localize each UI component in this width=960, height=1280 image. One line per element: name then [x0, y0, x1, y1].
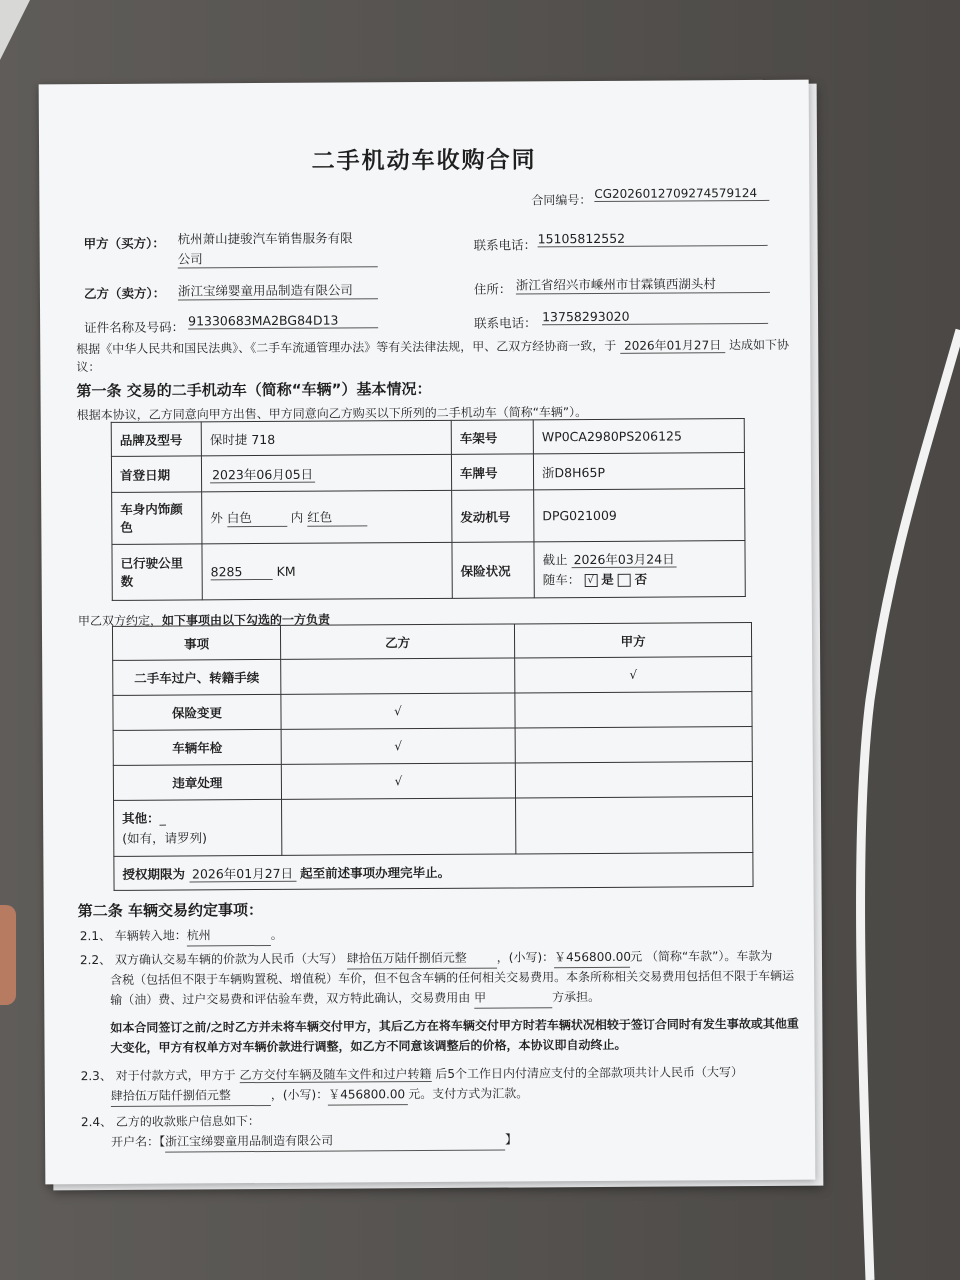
resp-b-check: √	[281, 693, 515, 729]
clause-2-2-line2: 含税（包括但不限于车辆购置税、增值税）车价，但不包含车辆的任何相关交易费用。本条所称相关交易费用包括但不限于车辆运	[110, 968, 795, 987]
int-color-value: 红色	[307, 507, 367, 526]
deadline-suffix: 起至前述事项办理完毕止。	[300, 864, 451, 881]
table-row	[113, 692, 752, 731]
clause-2-3-t3: ，(小写)：	[270, 1087, 329, 1102]
deadline-label: 授权期限为	[122, 865, 186, 882]
deadline-date: 2026年01月27日	[189, 865, 296, 882]
article1-intro: 根据本协议，乙方同意向甲方出售、甲方同意向乙方购买以下所列的二手机动车（简称“车辆”）。	[76, 405, 588, 423]
resp-item: 车辆年检	[113, 729, 281, 765]
party-b-name: 浙江宝绨婴童用品制造有限公司	[178, 280, 378, 300]
responsibility-intro-2: 如下事项由以下勾选的一方负责	[161, 612, 330, 628]
table-row	[113, 727, 752, 766]
party-a-name-line1: 杭州萧山捷骏汽车销售服务有限	[177, 230, 353, 247]
clause-2-1	[80, 922, 805, 947]
party-a-phone: 15105812552	[538, 230, 768, 247]
finger	[0, 905, 16, 1005]
color-label-1: 车身内饰颜	[120, 500, 183, 517]
plate-label: 车牌号	[451, 454, 533, 491]
transfer-destination: 杭州	[187, 925, 271, 947]
payment-condition: 乙方交付车辆及随车文件和过户转籍	[239, 1066, 432, 1083]
mileage-label-2: 数	[120, 573, 134, 589]
clause-2-3-t4: 元。支付方式为汇款。	[408, 1086, 529, 1102]
party-a-phone-label: 联系电话：	[473, 237, 537, 253]
vin-label: 车架号	[451, 420, 533, 455]
clause-2-3-num: 2.3、	[80, 1068, 112, 1084]
insurance-label: 保险状况	[452, 542, 534, 598]
vin-value: WP0CA2980PS206125	[533, 419, 744, 454]
preamble-text2: 达成如下协	[728, 337, 790, 353]
clause-2-2-t2: ，(小写)：	[496, 950, 555, 965]
no-checkbox	[618, 573, 631, 586]
clause-2-2-line3	[110, 986, 810, 1011]
party-b-address-label: 住所：	[473, 281, 512, 297]
with-car-label: 随车：	[542, 571, 581, 587]
resp-item: 保险变更	[113, 694, 281, 730]
resp-a-check: √	[515, 657, 752, 693]
preamble-date: 2026年01月27日	[620, 338, 725, 354]
responsibility-intro-1: 甲乙双方约定，	[77, 613, 162, 629]
clause-2-2-t1: 双方确认交易车辆的价款为人民币（大写）	[114, 951, 343, 967]
no-label: 否	[634, 571, 648, 587]
contract-number-label: 合同编号：	[531, 192, 592, 208]
bold-clause-line1: 如本合同签订之前/之时乙方并未将车辆交付甲方，其后乙方在将车辆交付甲方时若车辆状况相较于签订合同时有发生事故或其他重	[110, 1016, 799, 1035]
clause-2-4-text: 乙方的收款账户信息如下：	[115, 1114, 260, 1129]
party-b-id: 91330683MA2BG84D13	[188, 312, 378, 329]
party-b-label: 乙方（卖方）：	[83, 285, 166, 302]
resp-a-check	[515, 762, 752, 798]
ext-color-prefix: 外	[210, 510, 223, 526]
resp-item: 二手车过户、转籍手续	[113, 659, 281, 695]
clause-2-1-text: 车辆转入地：	[114, 928, 187, 943]
resp-b-check: √	[281, 763, 515, 799]
engine-value: DPG021009	[534, 489, 745, 542]
clause-2-3-t2: 后5个工作日内付清应支付的全部款项共计人民币（大写）	[435, 1065, 743, 1081]
preamble-text3: 议：	[76, 359, 101, 375]
responsibility-table	[112, 622, 754, 891]
payment-chinese: 肆拾伍万陆仟捌佰元整	[111, 1085, 271, 1107]
party-b-phone-label: 联系电话：	[474, 315, 537, 331]
resp-b-check	[281, 658, 515, 694]
price-chinese: 肆拾伍万陆仟捌佰元整	[347, 948, 497, 970]
clause-2-3-t1: 对于付款方式，甲方于	[115, 1068, 236, 1083]
brand-value: 保时捷 718	[201, 420, 451, 456]
mileage-label-1: 已行驶公里	[120, 554, 184, 571]
brand-label: 品牌及型号	[111, 422, 201, 457]
other-value: _	[159, 810, 166, 826]
reg-date-label: 首登日期	[111, 456, 201, 493]
color-label-2: 色	[120, 519, 133, 535]
payment-number: ￥456800.00	[328, 1084, 408, 1105]
party-b-address: 浙江省绍兴市嵊州市甘霖镇西湖头村	[516, 274, 770, 295]
account-name-label: 开户名：【	[111, 1134, 166, 1149]
vehicle-info-table	[111, 418, 746, 601]
resp-b-check: √	[281, 728, 515, 764]
article1-heading: 第一条 交易的二手机动车（简称“车辆”）基本情况：	[76, 379, 432, 401]
resp-a-check	[515, 692, 752, 728]
bold-clause-line2: 大变化，甲方有权单方对车辆价款进行调整，如乙方不同意该调整后的价格，本协议即自动终止。	[110, 1037, 627, 1055]
party-a-label: 甲方（买方）：	[83, 235, 165, 252]
plate-value: 浙D8H65P	[533, 453, 744, 490]
preamble	[76, 336, 796, 376]
resp-a-check	[515, 727, 752, 763]
party-a-name-line2: 公司	[178, 248, 378, 268]
clause-2-3-line2	[111, 1082, 811, 1107]
resp-header-b: 乙方	[280, 624, 514, 659]
yes-label: 是	[601, 571, 614, 587]
ext-color-value: 白色	[227, 508, 287, 527]
account-name-line	[111, 1128, 811, 1153]
clause-2-2-line3a: 输（油）费、过户交易费和评估验车费，双方特此确认，交易费用由	[110, 990, 471, 1007]
engine-label: 发动机号	[452, 490, 534, 542]
int-color-prefix: 内	[290, 509, 304, 525]
resp-header-item: 事项	[112, 625, 280, 660]
clause-2-2-num: 2.2、	[79, 952, 112, 968]
table-row	[113, 657, 752, 696]
clause-2-1-end: 。	[270, 927, 283, 942]
clause-2-2-line3b: 方承担。	[552, 989, 601, 1005]
account-name-end: 】	[505, 1132, 518, 1147]
other-note: (如有，请罗列)	[122, 829, 208, 846]
table-row	[113, 762, 752, 801]
contract-number: CG2026012709274579124	[594, 186, 769, 202]
party-b-phone: 13758293020	[542, 308, 768, 325]
contract-document	[39, 80, 816, 1185]
other-label: 其他：	[122, 810, 160, 826]
clause-2-4-num: 2.4、	[80, 1114, 113, 1130]
article2-heading: 第二条 车辆交易约定事项：	[77, 901, 263, 921]
mileage-unit: KM	[276, 563, 296, 579]
resp-header-a: 甲方	[514, 623, 751, 658]
yes-checkbox: √	[584, 573, 597, 586]
resp-item: 违章处理	[113, 764, 281, 800]
reg-date-value: 2023年06月05日	[210, 466, 315, 483]
account-name: 浙江宝绨婴童用品制造有限公司	[165, 1130, 505, 1153]
price-number: ￥456800.00	[554, 947, 630, 968]
fee-payer: 甲	[474, 987, 552, 1008]
mileage-value: 8285	[211, 563, 273, 579]
party-b-id-label: 证件名称及号码：	[84, 319, 185, 336]
clause-2-2-t3: 元 （简称“车款”）。车款为	[630, 948, 773, 964]
document-title: 二手机动车收购合同	[311, 147, 537, 175]
insurance-until: 2026年03月24日	[572, 551, 677, 568]
table-row	[114, 797, 753, 857]
clause-2-1-num: 2.1、	[79, 928, 111, 944]
insurance-until-prefix: 截止	[542, 551, 568, 567]
preamble-text1: 根据《中华人民共和国民法典》、《二手车流通管理办法》等有关法律法规，甲、乙双方经协商一致，于	[76, 338, 617, 357]
